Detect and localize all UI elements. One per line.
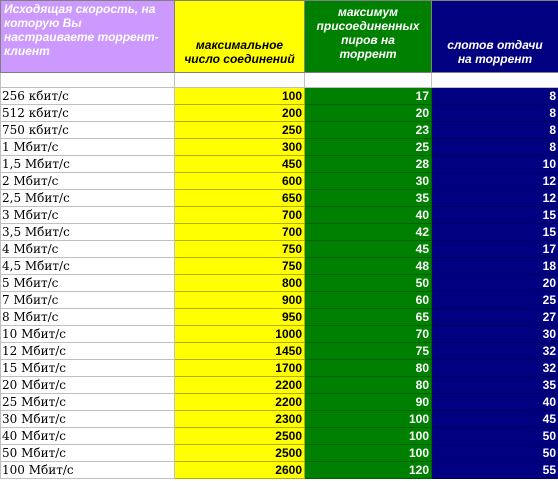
cell-upload-speed[interactable]: 20 Мбит/с [1,377,175,394]
cell-max-peers[interactable]: 75 [305,343,432,360]
table-row [1,377,558,394]
cell-max-peers[interactable]: 100 [305,428,432,445]
table-row [1,190,558,207]
header-upload-slots [432,1,558,73]
cell-max-connections[interactable]: 800 [175,275,305,292]
empty-cell [175,73,305,88]
header-upload-speed-line: настраиваете торрент- [4,30,159,44]
cell-max-peers[interactable]: 23 [305,122,432,139]
cell-upload-slots[interactable]: 30 [432,326,558,343]
cell-upload-slots[interactable]: 12 [432,190,558,207]
cell-upload-speed[interactable]: 5 Мбит/с [1,275,175,292]
cell-max-connections[interactable]: 1700 [175,360,305,377]
header-upload-speed-line: клиент [4,44,50,58]
table-row [1,88,558,105]
cell-upload-speed[interactable]: 3 Мбит/с [1,207,175,224]
header-max-peers-line: пиров на [341,33,395,47]
header-upload-slots-line: слотов отдачи [447,38,543,52]
cell-max-connections[interactable]: 300 [175,139,305,156]
cell-upload-slots[interactable]: 27 [432,309,558,326]
cell-upload-speed[interactable]: 7 Мбит/с [1,292,175,309]
cell-max-peers[interactable]: 28 [305,156,432,173]
cell-upload-speed[interactable]: 1,5 Мбит/с [1,156,175,173]
cell-max-peers[interactable]: 80 [305,377,432,394]
cell-max-peers[interactable]: 100 [305,411,432,428]
header-upload-speed [1,1,175,73]
cell-max-connections[interactable]: 2200 [175,394,305,411]
cell-upload-slots[interactable]: 45 [432,411,558,428]
table-row [1,173,558,190]
cell-upload-slots[interactable]: 35 [432,377,558,394]
cell-upload-slots[interactable]: 18 [432,258,558,275]
cell-upload-slots[interactable]: 40 [432,394,558,411]
cell-max-peers[interactable]: 25 [305,139,432,156]
table-row [1,139,558,156]
empty-row [1,73,558,88]
cell-max-peers[interactable]: 17 [305,88,432,105]
cell-max-peers[interactable]: 40 [305,207,432,224]
table-row [1,122,558,139]
empty-cell [432,73,558,88]
cell-max-peers[interactable]: 35 [305,190,432,207]
cell-max-connections[interactable]: 700 [175,224,305,241]
table-row [1,156,558,173]
table-row [1,275,558,292]
header-max-peers-line: торрент [339,47,397,61]
cell-max-peers[interactable]: 42 [305,224,432,241]
cell-upload-speed[interactable]: 512 кбит/с [1,105,175,122]
cell-upload-speed[interactable]: 15 Мбит/с [1,360,175,377]
cell-max-peers[interactable]: 100 [305,445,432,462]
header-upload-speed-line: Исходящая скорость, на [4,2,156,16]
header-max-connections-line: максимальное [195,38,284,52]
table-row [1,292,558,309]
cell-upload-slots[interactable]: 15 [432,224,558,241]
cell-upload-speed[interactable]: 256 кбит/с [1,88,175,105]
cell-max-peers[interactable]: 48 [305,258,432,275]
cell-upload-speed[interactable]: 50 Мбит/с [1,445,175,462]
cell-upload-slots[interactable]: 32 [432,360,558,377]
cell-upload-speed[interactable]: 10 Мбит/с [1,326,175,343]
header-upload-slots-line: на торрент [457,52,533,66]
table-row [1,394,558,411]
cell-upload-slots[interactable]: 8 [432,105,558,122]
cell-max-connections[interactable]: 650 [175,190,305,207]
table-row [1,309,558,326]
cell-upload-speed[interactable]: 4 Мбит/с [1,241,175,258]
cell-max-connections[interactable]: 250 [175,122,305,139]
cell-max-peers[interactable]: 30 [305,173,432,190]
header-max-peers-line: максимум [337,5,399,19]
cell-max-connections[interactable]: 2300 [175,411,305,428]
cell-upload-slots[interactable]: 8 [432,88,558,105]
table-row [1,258,558,275]
cell-max-connections[interactable]: 2200 [175,377,305,394]
cell-upload-speed[interactable]: 1 Мбит/с [1,139,175,156]
cell-upload-slots[interactable]: 32 [432,343,558,360]
empty-cell [1,73,175,88]
table-row [1,360,558,377]
cell-max-peers[interactable]: 20 [305,105,432,122]
cell-max-peers[interactable]: 65 [305,309,432,326]
cell-max-connections[interactable]: 700 [175,207,305,224]
header-row [1,1,558,73]
cell-max-connections[interactable]: 1450 [175,343,305,360]
cell-upload-speed[interactable]: 4,5 Мбит/с [1,258,175,275]
table-row [1,241,558,258]
cell-max-connections[interactable]: 750 [175,258,305,275]
cell-upload-slots[interactable]: 8 [432,139,558,156]
cell-max-peers[interactable]: 50 [305,275,432,292]
table-row [1,411,558,428]
cell-max-connections[interactable]: 2600 [175,462,305,479]
header-max-connections-line: число соединений [184,52,295,66]
cell-max-connections[interactable]: 1000 [175,326,305,343]
cell-upload-speed[interactable]: 8 Мбит/с [1,309,175,326]
cell-max-peers[interactable]: 120 [305,462,432,479]
cell-upload-slots[interactable]: 25 [432,292,558,309]
header-upload-speed-line: которую Вы [4,16,82,30]
cell-upload-speed[interactable]: 750 кбит/с [1,122,175,139]
cell-upload-speed[interactable]: 2,5 Мбит/с [1,190,175,207]
cell-upload-slots[interactable]: 50 [432,445,558,462]
table-body [1,1,558,479]
table-row [1,326,558,343]
table-row [1,462,558,479]
cell-upload-speed[interactable]: 30 Мбит/с [1,411,175,428]
cell-max-connections[interactable]: 2500 [175,428,305,445]
cell-max-peers[interactable]: 45 [305,241,432,258]
table-row [1,428,558,445]
cell-max-peers[interactable]: 60 [305,292,432,309]
cell-upload-slots[interactable]: 12 [432,173,558,190]
table-row [1,224,558,241]
cell-max-connections[interactable]: 450 [175,156,305,173]
cell-max-peers[interactable]: 70 [305,326,432,343]
cell-upload-slots[interactable]: 50 [432,428,558,445]
header-max-peers-line: присоединенных [316,19,420,33]
cell-upload-speed[interactable]: 25 Мбит/с [1,394,175,411]
cell-max-peers[interactable]: 80 [305,360,432,377]
table-row [1,105,558,122]
cell-max-connections[interactable]: 750 [175,241,305,258]
cell-upload-slots[interactable]: 10 [432,156,558,173]
cell-upload-slots[interactable]: 8 [432,122,558,139]
cell-max-connections[interactable]: 100 [175,88,305,105]
cell-max-connections[interactable]: 900 [175,292,305,309]
cell-upload-slots[interactable]: 15 [432,207,558,224]
cell-max-connections[interactable]: 2500 [175,445,305,462]
cell-upload-speed[interactable]: 40 Мбит/с [1,428,175,445]
header-max-connections [175,1,305,73]
cell-upload-speed[interactable]: 3,5 Мбит/с [1,224,175,241]
cell-upload-speed[interactable]: 12 Мбит/с [1,343,175,360]
cell-upload-slots[interactable]: 17 [432,241,558,258]
cell-max-connections[interactable]: 950 [175,309,305,326]
cell-upload-speed[interactable]: 100 Мбит/с [1,462,175,479]
table-row [1,343,558,360]
cell-upload-speed[interactable]: 2 Мбит/с [1,173,175,190]
empty-cell [305,73,432,88]
cell-max-connections[interactable]: 600 [175,173,305,190]
cell-max-connections[interactable]: 200 [175,105,305,122]
cell-upload-slots[interactable]: 20 [432,275,558,292]
cell-upload-slots[interactable]: 55 [432,462,558,479]
table-row [1,207,558,224]
table-row [1,445,558,462]
header-max-peers [305,1,432,73]
cell-max-peers[interactable]: 90 [305,394,432,411]
